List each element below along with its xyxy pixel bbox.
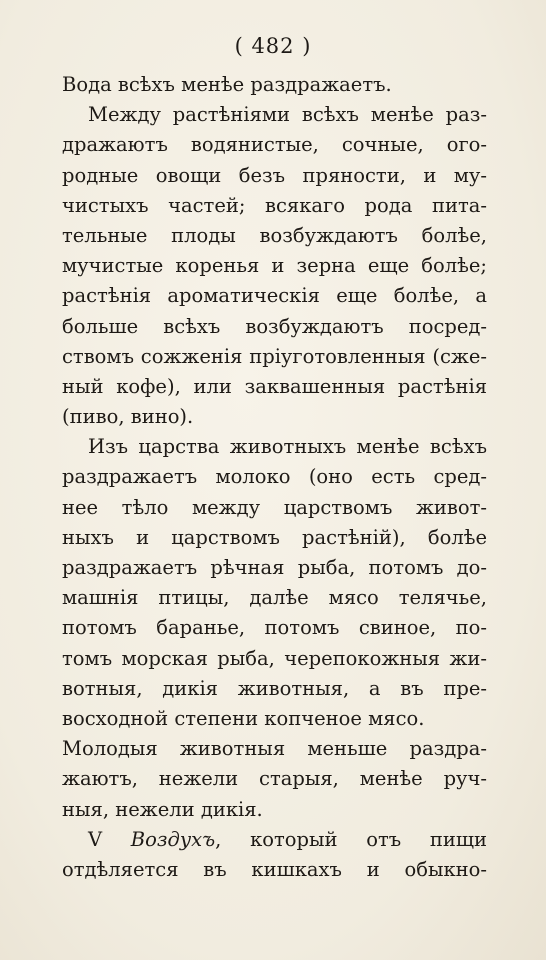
text-line: раздражаетъ молоко (оно есть сред- [62, 465, 487, 489]
section-term: Воздухъ [130, 827, 216, 851]
text-line: томъ морская рыба, черепокожныя жи- [62, 646, 487, 670]
body-text [62, 70, 487, 885]
text-line: тельные плоды возбуждаютъ болѣе, [62, 223, 487, 247]
text-line: вотныя, дикiя животныя, а въ пре- [62, 676, 487, 700]
text-line: Между растѣнiями всѣхъ менѣе раз- [88, 103, 487, 127]
text-line: растѣнiя ароматическiя еще болѣе, а [62, 284, 487, 308]
text-line: чистыхъ частей; всякаго рода пита- [62, 193, 487, 217]
text-line: Молодыя животныя меньше раздра- [62, 737, 487, 761]
section-first-line-rest: , который отъ пищи [215, 827, 487, 851]
text-line: машнiя птицы, далѣе мясо телячье, [62, 586, 487, 610]
text-line: ный кофе), или заквашенныя растѣнiя [62, 374, 487, 398]
text-line: родные овощи безъ пряности, и му- [62, 163, 487, 187]
text-line: нее тѣло между царствомъ живот- [62, 495, 487, 519]
text-line: восходной степени копченое мясо. [62, 706, 425, 730]
text-line: потомъ баранье, потомъ свиное, по- [62, 616, 487, 640]
text-line: дражаютъ водянистые, сочные, ого- [62, 133, 487, 157]
text-line: (пиво, вино). [62, 405, 194, 429]
text-line: жаютъ, нежели старыя, менѣе руч- [62, 767, 487, 791]
text-line: ныя, нежели дикiя. [62, 797, 263, 821]
text-line: Вода всѣхъ менѣе раздражаетъ. [62, 73, 392, 96]
text-line: ствомъ сожженiя прiуготовленныя (сже- [62, 344, 487, 368]
text-line: раздражаетъ рѣчная рыба, потомъ до- [62, 556, 487, 579]
text-line: ныхъ и царствомъ растѣнiй), болѣе [62, 525, 487, 549]
text-lines [62, 70, 487, 825]
section-numeral: V [88, 827, 103, 851]
section-first-line [62, 825, 487, 855]
section-second-line: отдѣляется въ кишкахъ и обыкно- [62, 857, 487, 881]
text-line: Изъ царства животныхъ менѣе всѣхъ [88, 435, 487, 459]
text-line: больше всѣхъ возбуждаютъ посред- [62, 314, 487, 338]
text-line: мучистые коренья и зерна еще болѣе; [62, 254, 487, 278]
page-number: ( 482 ) [234, 34, 312, 58]
